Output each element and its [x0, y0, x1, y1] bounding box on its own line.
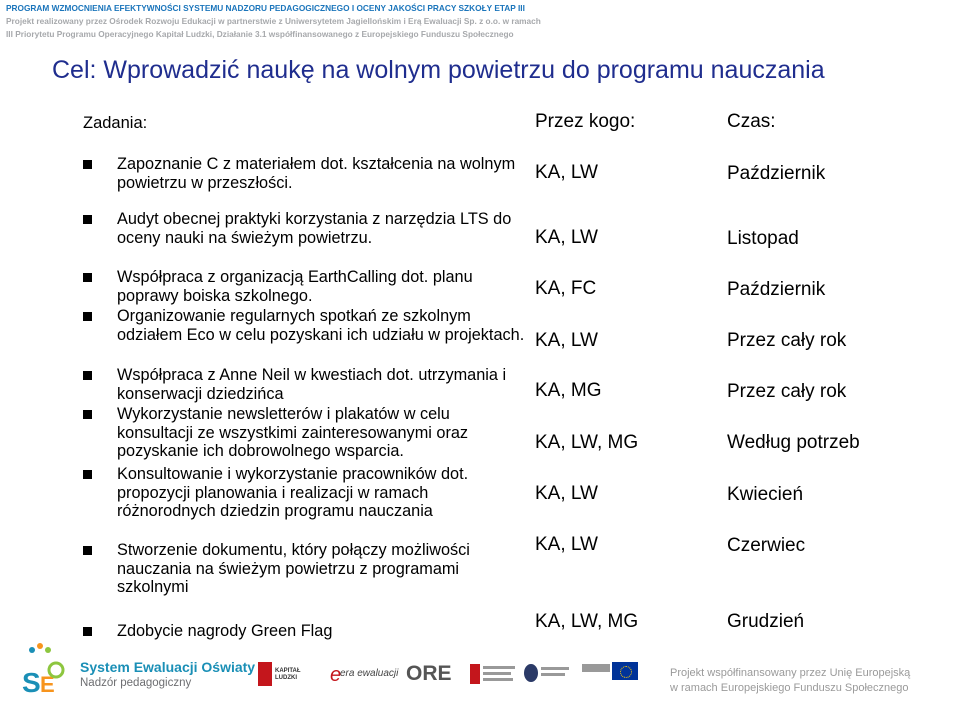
who-cell: KA, LW, MG [535, 611, 639, 632]
who-cell: KA, FC [535, 278, 597, 299]
who-cell: KA, LW, MG [535, 432, 639, 453]
eu-cofinancing-line1: Projekt współfinansowany przez Unię Europejską [670, 667, 911, 679]
who-cell: KA, LW [535, 162, 598, 183]
when-cell: Przez cały rok [727, 381, 847, 402]
task-text: Stworzenie dokumentu, który połączy możliwości nauczania na świeżym powietrzu z programami szkolnymi [117, 541, 470, 596]
square-bullet-icon [83, 215, 92, 224]
when-cell: Grudzień [727, 611, 805, 632]
ministry-logo [470, 662, 516, 690]
kapital-ludzki-logo [258, 662, 310, 690]
jagiellonian-university-logo [524, 662, 570, 690]
square-bullet-icon [83, 470, 92, 479]
when-cell: Październik [727, 279, 826, 300]
era-ewaluacji-logo [330, 662, 400, 690]
slide-title: Cel: Wprowadzić naukę na wolnym powietrzu do programu nauczania [52, 56, 825, 84]
who-cell: KA, LW [535, 330, 598, 351]
when-cell: Październik [727, 163, 826, 184]
task-text: Organizowanie regularnych spotkań ze szkolnym odziałem Eco w celu pozyskani ich udziału w projektach. [117, 307, 525, 344]
when-cell: Według potrzeb [727, 432, 860, 453]
who-cell: KA, LW [535, 534, 598, 555]
column-header-tasks: Zadania: [83, 114, 148, 132]
seo-system-subtitle: Nadzór pedagogiczny [80, 677, 192, 689]
top-banner [0, 0, 960, 44]
svg-text:E: E [40, 672, 55, 697]
task-text: Konsultowanie i wykorzystanie pracowników dot. propozycji planowania i realizacji w ramach różnorodnych dziedzin programu nauczania [117, 465, 469, 520]
banner-priority-line: III Priorytetu Programu Operacyjnego Kapitał Ludzki, Działanie 3.1 współfinansowanego z Europejskiego Funduszu Społecznego [6, 29, 514, 39]
svg-text:S: S [22, 667, 41, 698]
seo-logo [20, 640, 68, 700]
square-bullet-icon [83, 546, 92, 555]
banner-program-line: PROGRAM WZMOCNIENIA EFEKTYWNOŚCI SYSTEMU NADZORU PEDAGOGICZNEGO I OCENY JAKOŚCI PRACY SZKOŁY ETAP III [6, 3, 525, 13]
when-cell: Listopad [727, 228, 799, 249]
square-bullet-icon [83, 273, 92, 282]
who-cell: KA, LW [535, 227, 598, 248]
era-ewaluacji-label: era ewaluacji [340, 668, 399, 679]
who-cell: KA, MG [535, 380, 602, 401]
seo-system-name: System Ewaluacji Oświaty [80, 659, 256, 675]
task-text: Współpraca z organizacją EarthCalling dot. planu poprawy boiska szkolnego. [117, 268, 473, 305]
column-header-when: Czas: [727, 111, 776, 132]
task-text: Zdobycie nagrody Green Flag [117, 622, 333, 640]
era-ewaluacji-mark-icon: e [330, 664, 342, 686]
footer-logos [0, 632, 960, 710]
who-cell: KA, LW [535, 483, 598, 504]
square-bullet-icon [83, 160, 92, 169]
square-bullet-icon [83, 410, 92, 419]
when-cell: Czerwiec [727, 535, 806, 556]
eu-cofinancing-note [670, 666, 960, 696]
column-header-who: Przez kogo: [535, 111, 636, 132]
eu-cofinancing-line2: w ramach Europejskiego Funduszu Społecznego [670, 682, 909, 694]
square-bullet-icon [83, 371, 92, 380]
task-text: Współpraca z Anne Neil w kwestiach dot. utrzymania i konserwacji dziedzińca [117, 366, 507, 403]
banner-project-line: Projekt realizowany przez Ośrodek Rozwoju Edukacji w partnerstwie z Uniwersytetem Jagiellońskim i Erą Ewaluacji Sp. z o.o. w ramach [6, 16, 541, 26]
ore-label: ORE [406, 662, 452, 685]
ore-logo [406, 662, 462, 690]
task-text: Wykorzystanie newsletterów i plakatów w celu konsultacji ze wszystkimi zainteresowanymi oraz pozyskanie ich dobrowolnego wsparcia. [117, 405, 469, 460]
square-bullet-icon [83, 312, 92, 321]
when-cell: Przez cały rok [727, 330, 847, 351]
kapital-ludzki-label: KAPITAŁ LUDZKI [275, 668, 301, 681]
task-text: Zapoznanie C z materiałem dot. kształcenia na wolnym powietrzu w przeszłości. [117, 155, 516, 192]
task-text: Audyt obecnej praktyki korzystania z narzędzia LTS do oceny nauki na świeżym powietrzu. [117, 210, 512, 247]
eu-flag-logo [582, 662, 638, 690]
when-cell: Kwiecień [727, 484, 804, 505]
